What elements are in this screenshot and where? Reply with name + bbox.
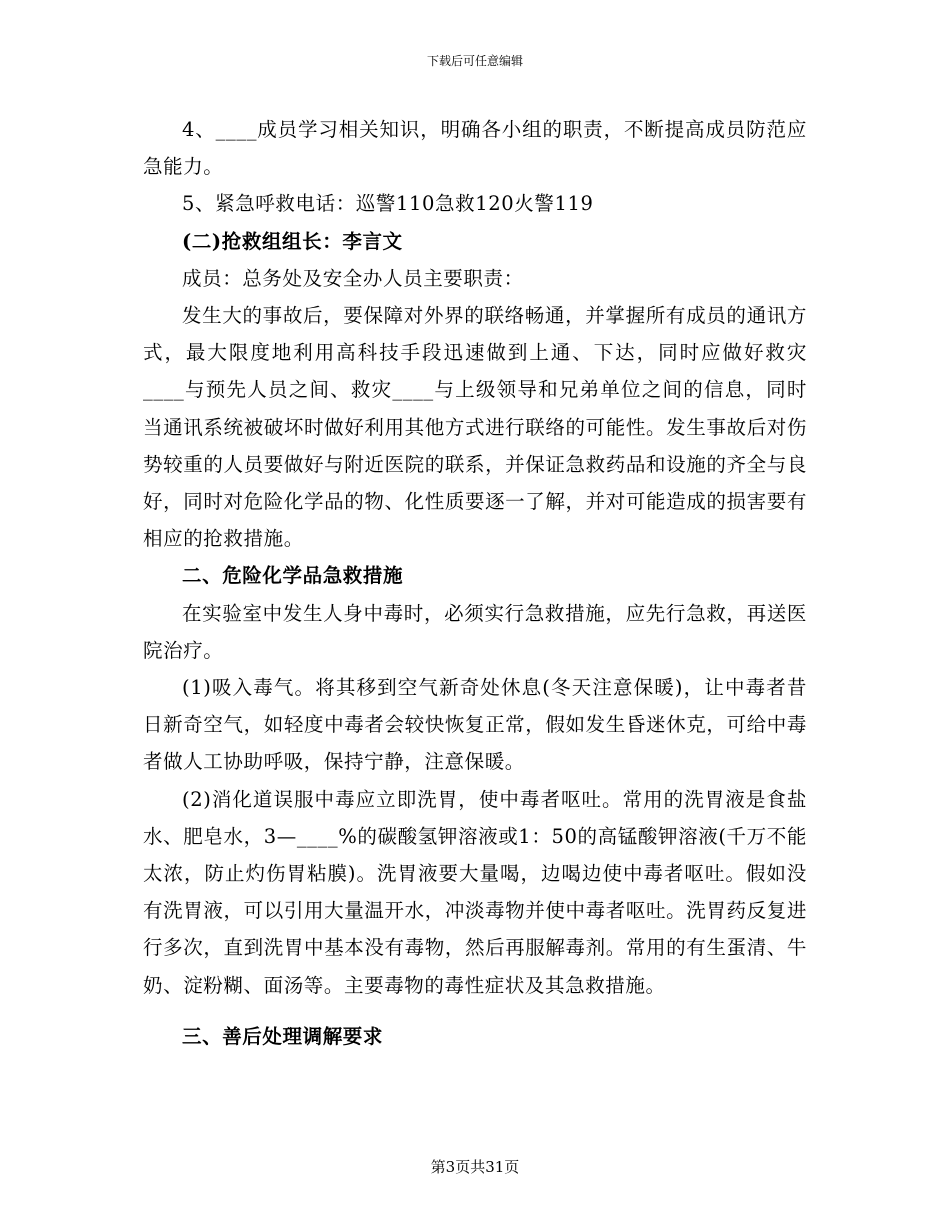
heading-rescue-group: (二)抢救组组长：李言文 — [182, 229, 403, 253]
paragraph-communication-duties: 发生大的事故后，要保障对外界的联络畅通，并掌握所有成员的通讯方式，最大限度地利用高科技手段迅速做到上通、下达，同时应做好救灾____与预先人员之间、救灾____与上级领导和兄弟单位之间的信息，同时当通讯系统被破坏时做好利用其他方式进行联络的可能性。发生事故后对伤势较重的人员要做好与附近医院的联系，并保证急救药品和设施的齐全与良好，同时对危险化学品的物、化性质要逐一了解，并对可能造成的损害要有相应的抢救措施。 — [143, 304, 807, 551]
paragraph-lab-poisoning: 在实验室中发生人身中毒时，必须实行急救措施，应先行急救，再送医院治疗。 — [143, 601, 807, 662]
paragraph-members-duties: 成员：总务处及安全办人员主要职责： — [182, 266, 524, 290]
page-footer: 第3页共31页 — [430, 1158, 520, 1176]
heading-aftermath: 三、善后处理调解要求 — [182, 1024, 384, 1048]
document-body — [143, 111, 807, 1055]
paragraph-swallowed-poison: (2)消化道误服中毒应立即洗胃，使中毒者呕吐。常用的洗胃液是食盐水、肥皂水，3—____%的碳酸氢钾溶液或1：50的高锰酸钾溶液(千万不能太浓，防止灼伤胃粘膜)。洗胃液要大量喝，边喝边使中毒者呕吐。假如没有洗胃液，可以引用大量温开水，冲淡毒物并使中毒者呕吐。洗胃药反复进行多次，直到洗胃中基本没有毒物，然后再服解毒剂。常用的有生蛋清、牛奶、淀粉糊、面汤等。主要毒物的毒性症状及其急救措施。 — [143, 787, 807, 997]
paragraph-emergency-phones: 5、紧急呼救电话：巡警110急救120火警119 — [182, 192, 594, 216]
heading-chemical-first-aid: 二、危险化学品急救措施 — [182, 564, 404, 588]
page-header: 下载后可任意编辑 — [426, 54, 523, 68]
paragraph-member-training: 4、____成员学习相关知识，明确各小组的职责，不断提高成员防范应急能力。 — [143, 118, 807, 179]
paragraph-inhaled-gas: (1)吸入毒气。将其移到空气新奇处休息(冬天注意保暖)，让中毒者昔日新奇空气，如轻度中毒者会较快恢复正常，假如发生昏迷休克，可给中毒者做人工协助呼吸，保持宁静，注意保暖。 — [143, 676, 807, 774]
